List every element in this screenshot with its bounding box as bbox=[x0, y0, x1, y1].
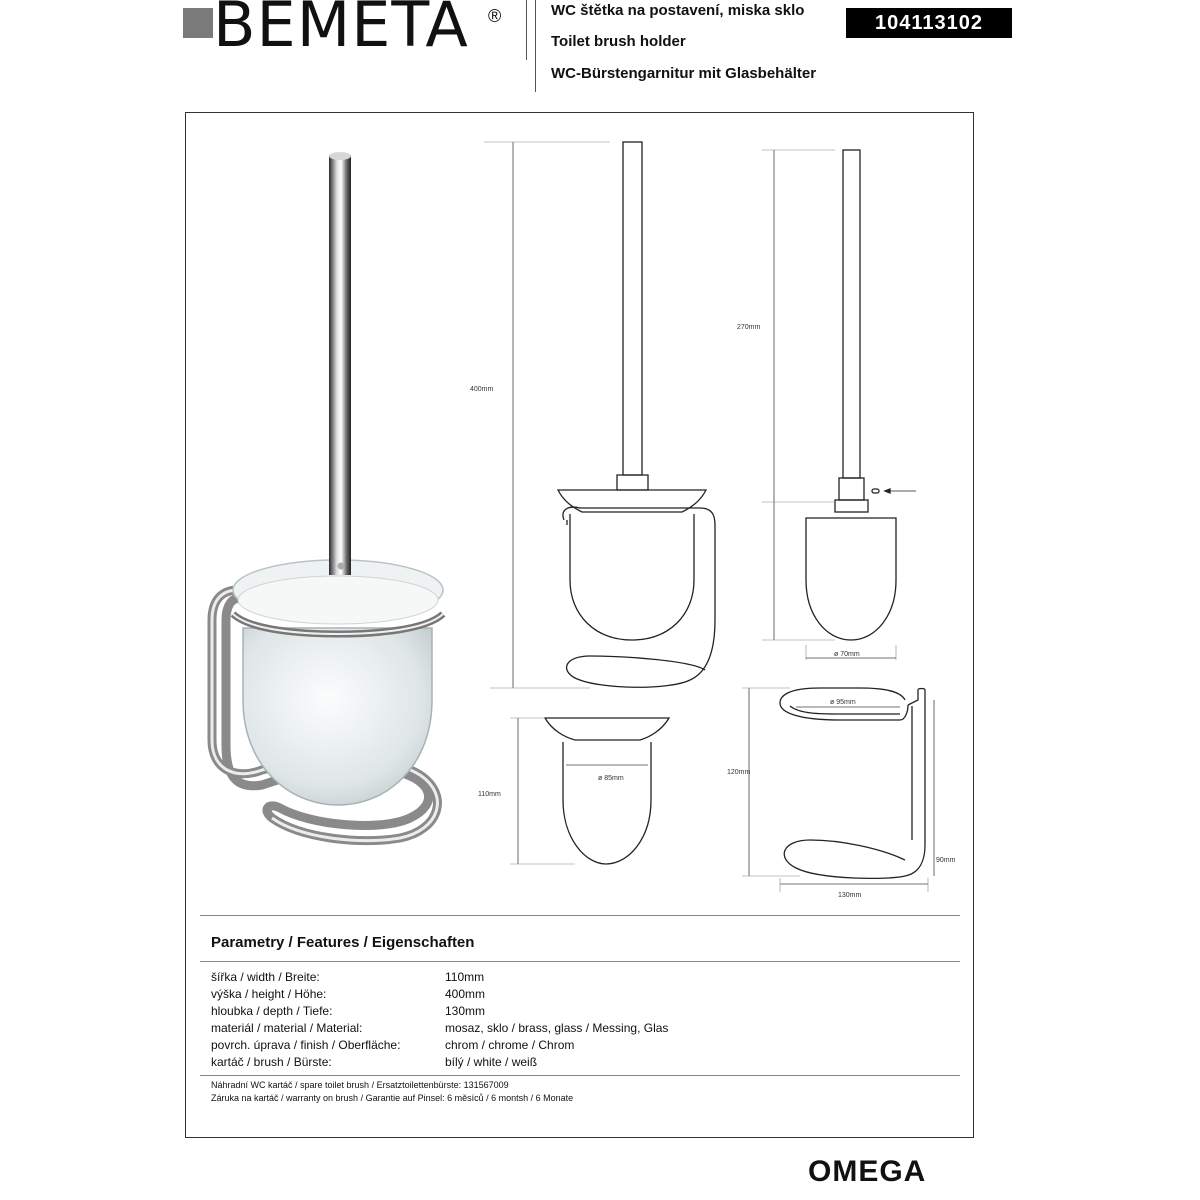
spec-label: hloubka / depth / Tiefe: bbox=[211, 1004, 333, 1018]
spec-value: bílý / white / weiß bbox=[445, 1055, 538, 1069]
label-stand-height: 120mm bbox=[727, 769, 751, 776]
section-divider bbox=[200, 915, 960, 916]
spec-value: 130mm bbox=[445, 1004, 486, 1018]
label-ring-diameter: ø 95mm bbox=[830, 699, 856, 706]
spec-label: povrch. úprava / finish / Oberfläche: bbox=[211, 1038, 401, 1052]
label-stand-width: 130mm bbox=[838, 892, 862, 899]
label-brush-diameter: ø 70mm bbox=[834, 651, 860, 658]
label-glass-height: 110mm bbox=[478, 791, 501, 798]
spec-label: výška / height / Höhe: bbox=[211, 987, 327, 1001]
spec-value: 400mm bbox=[445, 987, 486, 1001]
warranty-note: Záruka na kartáč / warranty on brush / Garantie auf Pinsel: 6 měsíců / 6 montsh / 6 Monate bbox=[211, 1093, 574, 1103]
spec-value: 110mm bbox=[445, 970, 485, 984]
spec-value: chrom / chrome / Chrom bbox=[445, 1038, 575, 1052]
label-ring-height: 90mm bbox=[936, 857, 956, 864]
spec-label: šířka / width / Breite: bbox=[211, 970, 320, 984]
dimension-total-height bbox=[470, 142, 610, 688]
spare-brush-note: Náhradní WC kartáč / spare toilet brush / Ersatztoilettenbürste: 131567009 bbox=[211, 1080, 509, 1090]
spec-value: mosaz, sklo / brass, glass / Messing, Glas bbox=[445, 1021, 669, 1035]
product-photo bbox=[212, 152, 443, 841]
spec-label: kartáč / brush / Bürste: bbox=[211, 1055, 332, 1069]
product-code: 104113102 bbox=[846, 8, 1012, 38]
brand-logo: BEMETA bbox=[213, 0, 469, 61]
label-total-height: 400mm bbox=[470, 386, 494, 393]
title-german: WC-Bürstengarnitur mit Glasbehälter bbox=[551, 65, 817, 82]
drawing-glass-bowl bbox=[545, 718, 669, 864]
registered-mark: ® bbox=[488, 6, 502, 26]
drawing-stand bbox=[780, 688, 925, 878]
dimension-brush-length bbox=[737, 150, 835, 640]
dimension-brush-diameter bbox=[806, 645, 896, 660]
features-title: Parametry / Features / Eigenschaften bbox=[211, 934, 475, 951]
drawing-assembled-side bbox=[558, 142, 715, 687]
section-divider bbox=[200, 961, 960, 962]
series-name: OMEGA bbox=[808, 1155, 927, 1188]
section-divider bbox=[200, 1075, 960, 1076]
title-english: Toilet brush holder bbox=[551, 33, 686, 50]
spec-label: materiál / material / Material: bbox=[211, 1021, 363, 1035]
label-brush-length: 270mm bbox=[737, 324, 761, 331]
drawing-brush bbox=[806, 150, 916, 640]
label-glass-diameter: ø 85mm bbox=[598, 775, 624, 782]
title-czech: WC štětka na postavení, miska sklo bbox=[551, 2, 805, 19]
